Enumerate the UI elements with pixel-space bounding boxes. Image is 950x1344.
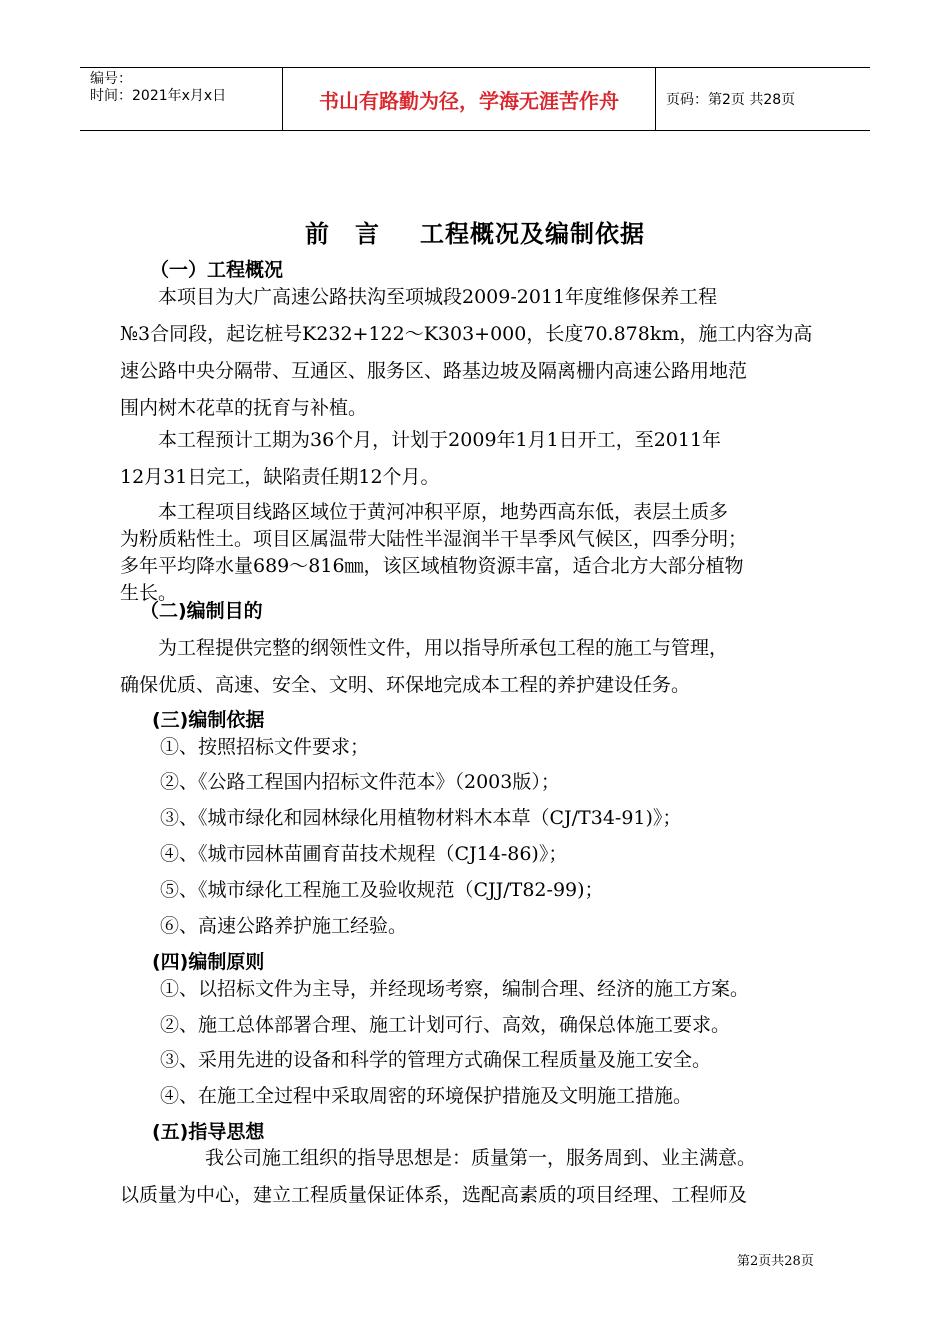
paragraph-guiding-idea bbox=[120, 1140, 832, 1214]
paragraph-geography bbox=[120, 499, 832, 607]
section-heading-2: （二)编制目的 bbox=[140, 600, 263, 622]
paragraph-line: 本工程预计工期为36个月，计划于2009年1月1日开工，至2011年 bbox=[158, 429, 722, 451]
list-item: ④、《城市园林苗圃育苗技术规程（CJ14-86)》； bbox=[160, 843, 568, 865]
section-heading-1: （一）工程概况 bbox=[150, 259, 284, 281]
header-page-info: 页码：第2页 共28页 bbox=[666, 92, 796, 108]
page-header bbox=[80, 67, 870, 131]
section-heading-4: (四)编制原则 bbox=[152, 951, 265, 973]
paragraph-line: 确保优质、高速、安全、文明、环保地完成本工程的养护建设任务。 bbox=[120, 674, 691, 696]
section-heading-5: (五)指导思想 bbox=[152, 1121, 265, 1143]
code-label: 编号： bbox=[90, 71, 132, 87]
header-meta bbox=[80, 68, 283, 130]
paragraph-overview bbox=[120, 279, 832, 427]
document-title bbox=[0, 214, 950, 249]
list-item: ③、采用先进的设备和科学的管理方式确保工程质量及施工安全。 bbox=[160, 1049, 712, 1071]
paragraph-line: 我公司施工组织的指导思想是：质量第一，服务周到、业主满意。 bbox=[205, 1147, 757, 1169]
paragraph-line: 为粉质粘性土。项目区属温带大陆性半湿润半干旱季风气候区，四季分明； bbox=[120, 528, 748, 550]
time-line: 时间：2021年x月x日 bbox=[90, 88, 227, 104]
paragraph-line: 生长。 bbox=[120, 582, 178, 604]
paragraph-line: №3合同段，起讫桩号K232+122～K303+000，长度70.878km，施工内容为高 bbox=[120, 323, 813, 345]
list-item: ⑥、高速公路养护施工经验。 bbox=[160, 915, 408, 937]
paragraph-schedule bbox=[120, 422, 832, 496]
header-motto: 书山有路勤为径，学海无涯苦作舟 bbox=[283, 68, 656, 130]
paragraph-line: 本项目为大广高速公路扶沟至项城段2009-2011年度维修保养工程 bbox=[158, 286, 718, 308]
paragraph-line: 12月31日完工，缺陷责任期12个月。 bbox=[120, 466, 440, 488]
list-item: ②、施工总体部署合理、施工计划可行、高效，确保总体施工要求。 bbox=[160, 1014, 731, 1036]
paragraph-line: 围内树木花草的抚育与补植。 bbox=[120, 397, 368, 419]
paragraph-purpose bbox=[120, 630, 832, 704]
list-item: ①、按照招标文件要求； bbox=[160, 736, 370, 758]
list-item: ④、在施工全过程中采取周密的环境保护措施及文明施工措施。 bbox=[160, 1085, 693, 1107]
paragraph-line: 本工程项目线路区域位于黄河冲积平原，地势西高东低，表层土质多 bbox=[158, 501, 729, 523]
paragraph-line: 为工程提供完整的纲领性文件，用以指导所承包工程的施工与管理， bbox=[158, 637, 729, 659]
list-item: ②、《公路工程国内招标文件范本》（2003版）； bbox=[160, 771, 560, 793]
paragraph-line: 多年平均降水量689～816㎜，该区域植物资源丰富，适合北方大部分植物 bbox=[120, 555, 744, 577]
list-item: ①、以招标文件为主导，并经现场考察，编制合理、经济的施工方案。 bbox=[160, 978, 750, 1000]
list-item: ⑤、《城市绿化工程施工及验收规范（CJJ/T82-99)； bbox=[160, 879, 604, 901]
paragraph-line: 以质量为中心，建立工程质量保证体系，选配高素质的项目经理、工程师及 bbox=[120, 1184, 748, 1206]
list-item: ③、《城市绿化和园林绿化用植物材料木本草（CJ/T34-91)》； bbox=[160, 807, 682, 829]
page-footer: 第2页共28页 bbox=[737, 1254, 814, 1269]
section-heading-3: (三)编制依据 bbox=[152, 709, 265, 731]
title-part1: 前 言 bbox=[305, 220, 380, 248]
title-part2: 工程概况及编制依据 bbox=[420, 220, 645, 248]
paragraph-line: 速公路中央分隔带、互通区、服务区、路基边坡及隔离栅内高速公路用地范 bbox=[120, 360, 748, 382]
